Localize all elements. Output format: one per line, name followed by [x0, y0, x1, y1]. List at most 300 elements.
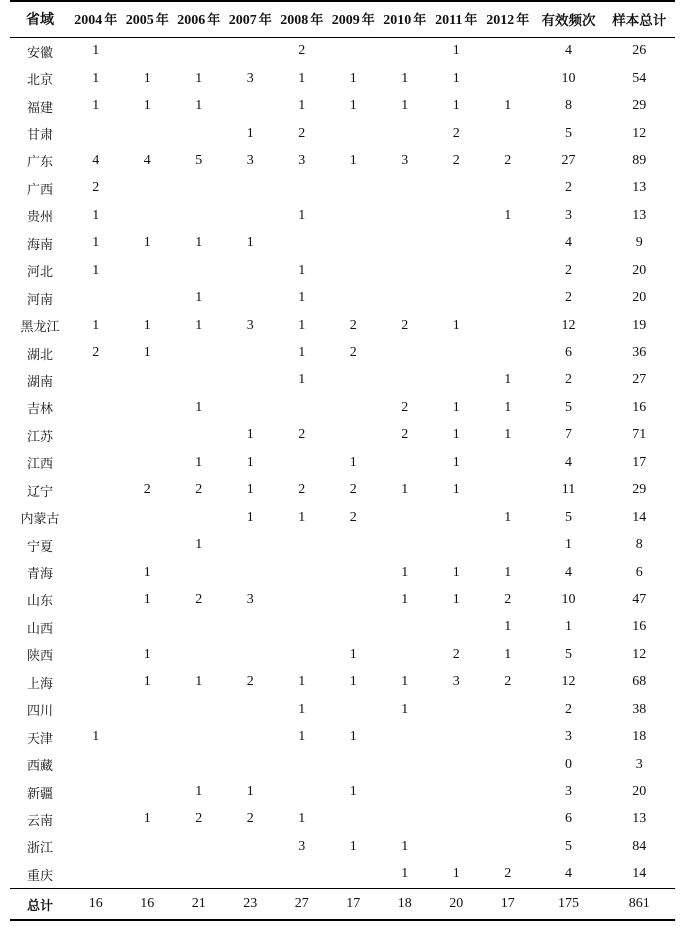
table-row: [10, 37, 675, 65]
year-count-cell: [225, 339, 277, 366]
year-count-cell: 1: [246, 427, 254, 443]
year-count-cell: [225, 641, 277, 668]
table-row: [10, 175, 675, 202]
total-label: 总计: [10, 889, 70, 921]
province-cell: 河南: [26, 292, 53, 308]
year-count-cell: 2: [504, 674, 512, 690]
year-count-cell: 2: [92, 180, 100, 196]
year-count-cell: [276, 230, 328, 257]
sample-total-cell: 19: [632, 317, 647, 333]
year-count-cell: [431, 723, 483, 750]
year-count-cell: [328, 861, 380, 889]
year-count-cell: [482, 833, 534, 860]
year-count-cell: [379, 120, 431, 147]
effective-frequency-cell: 4: [565, 564, 572, 580]
year-count-cell: 1: [298, 345, 306, 361]
year-count-cell: [70, 449, 122, 476]
table-header: [10, 1, 675, 37]
year-count-cell: 1: [246, 235, 254, 251]
year-count-cell: 1: [92, 729, 100, 745]
effective-frequency-cell: 11: [561, 482, 576, 498]
year-count-cell: 1: [349, 454, 357, 470]
year-count-cell: [122, 751, 174, 778]
province-cell: 甘肃: [26, 128, 53, 144]
year-count-cell: 1: [92, 235, 100, 251]
year-count-cell: [70, 284, 122, 311]
header-year-number: 2006: [177, 13, 206, 29]
year-count-cell: [276, 531, 328, 558]
year-count-cell: 1: [452, 482, 460, 498]
year-count-cell: 1: [298, 207, 306, 223]
total-year-cell: 17: [482, 889, 534, 921]
table-row: [10, 449, 675, 476]
year-count-cell: 1: [504, 646, 512, 662]
table-row: [10, 641, 675, 668]
year-count-cell: [173, 175, 225, 202]
sample-total-cell: 18: [632, 729, 647, 745]
year-count-cell: 1: [349, 98, 357, 114]
year-count-cell: 2: [504, 866, 512, 882]
year-count-cell: 1: [143, 235, 151, 251]
year-count-cell: 1: [195, 784, 203, 800]
year-count-cell: 1: [195, 98, 203, 114]
year-count-cell: 1: [143, 811, 151, 827]
year-count-cell: 1: [452, 43, 460, 59]
year-count-cell: [122, 37, 174, 65]
header-year-unit: 年: [413, 13, 427, 29]
year-count-cell: 1: [401, 98, 409, 114]
table-row: [10, 806, 675, 833]
effective-frequency-cell: 1: [565, 619, 572, 635]
year-count-cell: 1: [452, 454, 460, 470]
year-count-cell: [70, 861, 122, 889]
year-count-cell: [173, 504, 225, 531]
year-count-cell: [431, 175, 483, 202]
year-count-cell: [70, 669, 122, 696]
year-count-cell: [122, 422, 174, 449]
year-count-cell: [431, 778, 483, 805]
year-count-cell: 1: [401, 838, 409, 854]
year-count-cell: 1: [298, 372, 306, 388]
year-count-cell: 2: [452, 125, 460, 141]
year-count-cell: [431, 531, 483, 558]
effective-frequency-cell: 2: [565, 372, 572, 388]
year-count-cell: 3: [246, 70, 254, 86]
year-count-cell: [328, 202, 380, 229]
year-count-cell: 1: [298, 262, 306, 278]
effective-frequency-cell: 2: [565, 701, 572, 717]
header-year: [122, 1, 174, 37]
total-effective-cell: 175: [534, 889, 604, 921]
year-count-cell: 1: [452, 317, 460, 333]
effective-frequency-cell: 5: [565, 125, 572, 141]
year-count-cell: [328, 806, 380, 833]
header-year-number: 2012: [486, 13, 515, 29]
effective-frequency-cell: 5: [565, 646, 572, 662]
year-count-cell: [225, 257, 277, 284]
year-count-cell: [70, 422, 122, 449]
province-cell: 宁夏: [26, 539, 53, 555]
year-count-cell: [173, 120, 225, 147]
header-year-unit: 年: [104, 13, 118, 29]
year-count-cell: [122, 504, 174, 531]
year-count-cell: 2: [452, 152, 460, 168]
year-count-cell: 1: [92, 70, 100, 86]
sample-total-cell: 68: [632, 674, 647, 690]
table-footer: [10, 889, 675, 921]
total-year-cell: 20: [431, 889, 483, 921]
year-count-cell: [379, 367, 431, 394]
year-count-cell: [276, 778, 328, 805]
year-count-cell: 2: [504, 152, 512, 168]
year-count-cell: [379, 806, 431, 833]
header-year: [431, 1, 483, 37]
effective-frequency-cell: 2: [565, 262, 572, 278]
year-count-cell: 2: [504, 591, 512, 607]
table-row: [10, 339, 675, 366]
year-count-cell: 2: [401, 317, 409, 333]
table-body: [10, 37, 675, 889]
year-count-cell: [482, 751, 534, 778]
year-count-cell: [225, 559, 277, 586]
year-count-cell: 1: [195, 674, 203, 690]
effective-frequency-cell: 5: [565, 399, 572, 415]
year-count-cell: [173, 696, 225, 723]
year-count-cell: 3: [401, 152, 409, 168]
year-count-cell: 2: [298, 482, 306, 498]
total-year-cell: 16: [70, 889, 122, 921]
province-cell: 浙江: [26, 841, 53, 857]
year-count-cell: [276, 751, 328, 778]
province-cell: 山西: [26, 621, 53, 637]
year-count-cell: [482, 531, 534, 558]
year-count-cell: [482, 37, 534, 65]
year-count-cell: 1: [298, 98, 306, 114]
year-count-cell: [482, 284, 534, 311]
year-count-cell: 2: [349, 482, 357, 498]
header-year-number: 2008: [280, 13, 309, 29]
table-row: [10, 284, 675, 311]
header-year: [70, 1, 122, 37]
year-count-cell: [225, 723, 277, 750]
year-count-cell: 1: [143, 345, 151, 361]
province-cell: 四川: [26, 704, 53, 720]
year-count-cell: [431, 696, 483, 723]
sample-total-cell: 54: [632, 70, 647, 86]
year-count-cell: [173, 833, 225, 860]
year-count-cell: 1: [195, 317, 203, 333]
year-count-cell: [431, 806, 483, 833]
sample-total-cell: 89: [632, 152, 647, 168]
year-count-cell: 1: [143, 564, 151, 580]
year-count-cell: [225, 861, 277, 889]
year-count-cell: 1: [92, 262, 100, 278]
year-count-cell: [328, 696, 380, 723]
table-row: [10, 531, 675, 558]
sample-total-cell: 14: [632, 509, 647, 525]
province-cell: 北京: [26, 73, 53, 89]
province-cell: 广东: [26, 155, 53, 171]
year-count-cell: [70, 394, 122, 421]
year-count-cell: [225, 175, 277, 202]
header-sample-total: 样本总计: [604, 1, 676, 37]
sample-total-cell: 27: [632, 372, 647, 388]
year-count-cell: [122, 614, 174, 641]
header-effective-frequency: 有效频次: [534, 1, 604, 37]
year-count-cell: 3: [298, 838, 306, 854]
sample-total-cell: 16: [632, 399, 647, 415]
header-year: [276, 1, 328, 37]
year-count-cell: 1: [195, 70, 203, 86]
sample-total-cell: 12: [632, 125, 647, 141]
year-count-cell: 1: [195, 454, 203, 470]
year-count-cell: [122, 367, 174, 394]
year-count-cell: [379, 202, 431, 229]
year-count-cell: 1: [401, 591, 409, 607]
year-count-cell: 1: [401, 674, 409, 690]
year-count-cell: [122, 284, 174, 311]
year-count-cell: 1: [92, 207, 100, 223]
year-count-cell: 1: [504, 509, 512, 525]
year-count-cell: 2: [349, 317, 357, 333]
year-count-cell: [225, 696, 277, 723]
province-cell: 青海: [26, 567, 53, 583]
sample-total-cell: 20: [632, 262, 647, 278]
year-count-cell: [328, 257, 380, 284]
effective-frequency-cell: 3: [565, 784, 572, 800]
year-count-cell: [379, 37, 431, 65]
year-count-cell: [173, 367, 225, 394]
header-year-unit: 年: [464, 13, 478, 29]
year-count-cell: [173, 861, 225, 889]
header-year-number: 2004: [74, 13, 103, 29]
year-count-cell: [431, 230, 483, 257]
year-count-cell: [328, 586, 380, 613]
table-row: [10, 120, 675, 147]
province-cell: 上海: [26, 676, 53, 692]
sample-total-cell: 36: [632, 345, 647, 361]
year-count-cell: 1: [401, 701, 409, 717]
header-year: [482, 1, 534, 37]
province-cell: 江苏: [26, 429, 53, 445]
total-year-cell: 23: [225, 889, 277, 921]
effective-frequency-cell: 1: [565, 537, 572, 553]
header-year-number: 2011: [435, 13, 463, 29]
year-count-cell: 1: [349, 646, 357, 662]
year-count-cell: [122, 394, 174, 421]
table-row: [10, 92, 675, 119]
year-count-cell: [70, 751, 122, 778]
year-count-cell: [173, 202, 225, 229]
year-count-cell: [70, 614, 122, 641]
year-count-cell: [276, 449, 328, 476]
header-year: [173, 1, 225, 37]
year-count-cell: [431, 202, 483, 229]
year-count-cell: [225, 284, 277, 311]
year-count-cell: [431, 284, 483, 311]
year-count-cell: 1: [92, 98, 100, 114]
year-count-cell: 3: [298, 152, 306, 168]
year-count-cell: [173, 723, 225, 750]
year-count-cell: [431, 367, 483, 394]
year-count-cell: 1: [349, 838, 357, 854]
total-year-cell: 21: [173, 889, 225, 921]
table-row: [10, 394, 675, 421]
table-row: [10, 778, 675, 805]
province-cell: 海南: [26, 237, 53, 253]
year-count-cell: [225, 202, 277, 229]
effective-frequency-cell: 2: [565, 290, 572, 306]
province-cell: 湖北: [26, 347, 53, 363]
table-row: [10, 477, 675, 504]
year-count-cell: 1: [246, 784, 254, 800]
year-count-cell: 1: [143, 317, 151, 333]
year-count-cell: [276, 559, 328, 586]
province-cell: 天津: [26, 731, 53, 747]
year-count-cell: [225, 37, 277, 65]
effective-frequency-cell: 6: [565, 811, 572, 827]
year-count-cell: 1: [349, 784, 357, 800]
province-cell: 西藏: [26, 759, 53, 775]
province-cell: 新疆: [26, 786, 53, 802]
year-count-cell: 1: [452, 866, 460, 882]
province-cell: 河北: [26, 265, 53, 281]
effective-frequency-cell: 4: [565, 43, 572, 59]
effective-frequency-cell: 5: [565, 509, 572, 525]
effective-frequency-cell: 5: [565, 838, 572, 854]
year-count-cell: 1: [401, 866, 409, 882]
sample-total-cell: 8: [635, 537, 643, 553]
table-row: [10, 751, 675, 778]
year-count-cell: [431, 614, 483, 641]
year-count-cell: [122, 175, 174, 202]
province-cell: 贵州: [26, 210, 53, 226]
province-cell: 福建: [26, 100, 53, 116]
year-count-cell: 1: [92, 43, 100, 59]
year-count-cell: 3: [246, 591, 254, 607]
sample-total-cell: 20: [632, 290, 647, 306]
year-count-cell: [173, 257, 225, 284]
header-year-number: 2009: [331, 13, 360, 29]
year-count-cell: [482, 806, 534, 833]
effective-frequency-cell: 12: [561, 317, 576, 333]
year-count-cell: [328, 367, 380, 394]
year-count-cell: 5: [195, 152, 203, 168]
province-cell: 内蒙古: [20, 512, 60, 528]
year-count-cell: 3: [246, 152, 254, 168]
year-count-cell: [431, 751, 483, 778]
year-count-cell: [225, 367, 277, 394]
province-cell: 辽宁: [26, 484, 53, 500]
year-count-cell: [379, 751, 431, 778]
year-count-cell: [225, 531, 277, 558]
table-row: [10, 833, 675, 860]
year-count-cell: 1: [401, 482, 409, 498]
total-sample-cell: 861: [604, 889, 676, 921]
year-count-cell: [482, 312, 534, 339]
effective-frequency-cell: 0: [565, 756, 572, 772]
sample-total-cell: 71: [632, 427, 647, 443]
year-count-cell: [225, 394, 277, 421]
header-row: [10, 1, 675, 37]
header-province: 省域: [10, 1, 70, 37]
year-count-cell: [122, 202, 174, 229]
year-count-cell: [173, 339, 225, 366]
province-cell: 湖南: [26, 374, 53, 390]
sample-total-cell: 9: [635, 235, 643, 251]
year-count-cell: 2: [298, 125, 306, 141]
year-count-cell: [482, 696, 534, 723]
total-year-cell: 27: [276, 889, 328, 921]
year-count-cell: 1: [298, 674, 306, 690]
province-cell: 重庆: [26, 868, 53, 884]
year-count-cell: 3: [246, 317, 254, 333]
effective-frequency-cell: 27: [561, 152, 576, 168]
year-count-cell: [328, 230, 380, 257]
year-count-cell: 1: [504, 427, 512, 443]
sample-total-cell: 12: [632, 646, 647, 662]
year-count-cell: [379, 339, 431, 366]
province-cell: 云南: [26, 813, 53, 829]
year-count-cell: [173, 559, 225, 586]
sample-total-cell: 29: [632, 98, 647, 114]
table-row: [10, 504, 675, 531]
year-count-cell: [225, 92, 277, 119]
effective-frequency-cell: 4: [565, 454, 572, 470]
year-count-cell: 1: [452, 427, 460, 443]
year-count-cell: [70, 477, 122, 504]
year-count-cell: [328, 284, 380, 311]
total-row: [10, 889, 675, 921]
year-count-cell: [70, 120, 122, 147]
table-row: [10, 257, 675, 284]
year-count-cell: 1: [504, 207, 512, 223]
header-year-unit: 年: [516, 13, 530, 29]
year-count-cell: [379, 175, 431, 202]
year-count-cell: 4: [143, 152, 151, 168]
sample-total-cell: 29: [632, 482, 647, 498]
year-count-cell: 2: [246, 811, 254, 827]
year-count-cell: 1: [92, 317, 100, 333]
year-count-cell: [70, 806, 122, 833]
year-count-cell: 1: [143, 98, 151, 114]
table-row: [10, 147, 675, 174]
year-count-cell: [482, 778, 534, 805]
table-row: [10, 669, 675, 696]
table-row: [10, 559, 675, 586]
year-count-cell: 1: [401, 70, 409, 86]
table-row: [10, 230, 675, 257]
year-count-cell: 1: [349, 729, 357, 745]
year-count-cell: [482, 723, 534, 750]
table-row: [10, 586, 675, 613]
year-count-cell: [328, 614, 380, 641]
header-year-unit: 年: [258, 13, 272, 29]
year-count-cell: [328, 394, 380, 421]
year-count-cell: 1: [452, 591, 460, 607]
effective-frequency-cell: 4: [565, 235, 572, 251]
province-cell: 陕西: [26, 649, 53, 665]
year-count-cell: 1: [452, 70, 460, 86]
year-count-cell: [328, 751, 380, 778]
year-count-cell: 1: [349, 674, 357, 690]
province-frequency-table: [10, 0, 675, 921]
year-count-cell: 1: [298, 70, 306, 86]
year-count-cell: [328, 422, 380, 449]
effective-frequency-cell: 6: [565, 345, 572, 361]
year-count-cell: [70, 559, 122, 586]
year-count-cell: [328, 175, 380, 202]
